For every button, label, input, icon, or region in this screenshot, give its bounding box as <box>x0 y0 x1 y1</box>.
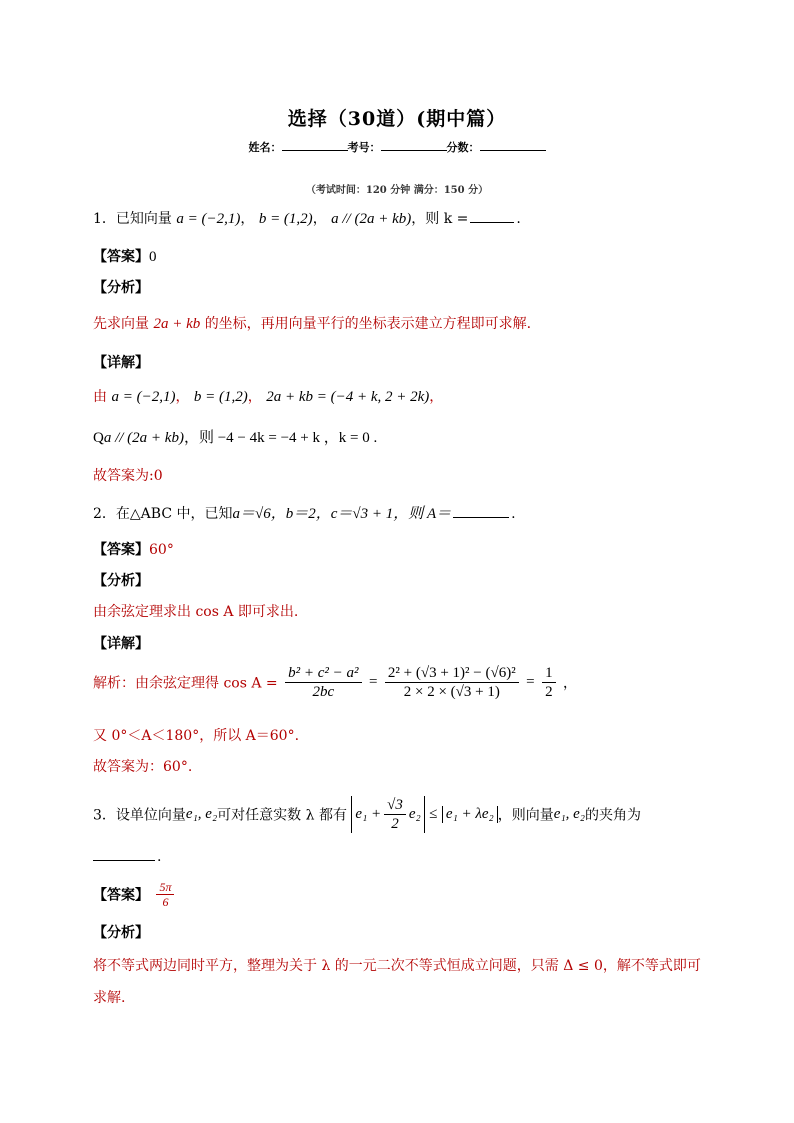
q2-frac2-den: 2 × 2 × (√3 + 1) <box>403 684 500 700</box>
q3-left-b: e₂ <box>408 805 421 822</box>
student-info-line <box>0 139 794 155</box>
q3-sqrt3-over-2 <box>384 796 406 833</box>
q1-detail-expr: 2a + kb = (−4 + k, 2 + 2k) <box>266 389 430 405</box>
q1-because-symbol: Q <box>93 430 104 446</box>
q1-vector-a: a = (−2,1) <box>176 211 241 227</box>
q2-conclusion: 故答案为：60°. <box>93 759 193 775</box>
q2-answer-blank <box>453 505 509 518</box>
time-note: （考试时间：120 分钟 满分：150 分） <box>305 185 489 196</box>
q1-detail-result: ，则 −4 − 4k = −4 + k ，k = 0 . <box>183 430 378 446</box>
q2-range: 又 0°＜A＜180°，所以 A＝60°. <box>93 728 300 744</box>
q3-answer-line <box>93 880 177 909</box>
q1-analysis-expr: 2a + kb <box>153 316 201 332</box>
q1-detail-b: b = (1,2) <box>193 389 248 405</box>
q3-left-a: e₁ + <box>355 805 382 822</box>
q1-detail-label-text: 【详解】 <box>93 355 149 371</box>
q1-analysis-prefix: 先求向量 <box>93 316 149 332</box>
q3-analysis-label <box>93 922 149 942</box>
q1-analysis-label-text: 【分析】 <box>93 280 149 296</box>
q3-analysis-line-1: 将不等式两边同时平方，整理为关于 λ 的一元二次不等式恒成立问题，只需 Δ ≤ 0，解不等式即可 <box>93 958 701 974</box>
q2-frac2-num: 2² + (√3 + 1)² − (√6)² <box>385 664 519 683</box>
q2-frac1-num: b² + c² − a² <box>285 664 361 683</box>
name-blank <box>282 140 348 151</box>
name-label: 姓名： <box>248 141 282 154</box>
q3-answer-label: 【答案】 <box>93 887 149 904</box>
q1-answer-blank <box>470 210 514 223</box>
q3-analysis-line-2: 求解. <box>93 990 126 1006</box>
q3-suffix-a: ，则向量 <box>497 807 554 824</box>
q2-frac3-num: 1 <box>542 664 556 683</box>
q1-answer-line <box>93 246 157 266</box>
q1-answer-value: 0 <box>149 249 157 265</box>
q3-answer-blank <box>93 848 155 861</box>
exam-no-blank <box>381 140 447 151</box>
q3-blank-line: . <box>93 848 161 865</box>
question-3-stem <box>93 796 641 833</box>
q3-answer-fraction <box>156 880 174 909</box>
q1-detail-line-1: 由 a = (−2,1)， b = (1,2)， 2a + kb = (−4 + k, 2 + 2k)， <box>93 389 444 405</box>
question-2-stem: 2．在△ABC 中，已知a＝√6，b＝2，c＝√3 + 1，则 A＝ . <box>93 506 516 522</box>
question-1-stem: 1．已知向量 a = (−2,1)， b = (1,2)， a // (2a + kb)，则 k = . <box>93 211 521 227</box>
q3-sqrt3: √3 <box>384 796 406 815</box>
q3-stem-mid: 可对任意实数 λ 都有 <box>217 807 347 824</box>
q2-fraction-3 <box>542 664 556 701</box>
q3-analysis-label-text: 【分析】 <box>93 925 149 941</box>
q2-analysis-label-text: 【分析】 <box>93 573 149 589</box>
q3-suffix-b: 的夹角为 <box>585 807 642 824</box>
q2-frac3-den: 2 <box>545 684 553 700</box>
q1-detail-a: a = (−2,1) <box>111 389 176 405</box>
q2-stem-prefix: 2．在△ABC 中，已知 <box>93 506 233 522</box>
q3-answer-den: 6 <box>162 895 169 909</box>
q2-detail-prefix: 解析：由余弦定理得 cos A = <box>93 675 278 692</box>
q2-fraction-1 <box>285 664 361 701</box>
q2-detail-formula: 解析：由余弦定理得 cos A = $\frac{\text{b² + c² − a²}}{2bc}$ = $\frac{\text{2² + (√3 + 1)² − (√6)²}}{2 \times 2 \times (√3 + 1)}$ = $\frac{1}{2}$ ， <box>93 665 578 700</box>
q2-detail-label <box>93 633 149 653</box>
page-title: 选择（30道）(期中篇） <box>287 108 507 130</box>
q1-analysis-label <box>93 277 149 297</box>
q3-answer-num: 5π <box>156 880 174 895</box>
q1-vector-b: b = (1,2) <box>258 211 313 227</box>
q3-vectors-2: e₁, e₂ <box>553 806 586 822</box>
score-label: 分数： <box>446 141 480 154</box>
q2-given: a＝√6，b＝2，c＝√3 + 1，则 A＝ <box>232 506 452 522</box>
q2-answer-value: 60° <box>149 542 174 558</box>
q3-le: ≤ <box>429 806 438 822</box>
q3-right-abs: e₁ + λe₂ <box>442 806 498 823</box>
q2-answer-label: 【答案】 <box>93 542 149 558</box>
exam-no-label: 考号： <box>347 141 381 154</box>
q1-conclusion: 故答案为:0 <box>93 468 163 484</box>
q1-answer-label: 【答案】 <box>93 249 149 265</box>
q1-detail-parallel: a // (2a + kb) <box>103 430 184 446</box>
q2-analysis-text: 由余弦定理求出 cos A 即可求出. <box>93 604 299 620</box>
q3-left-abs <box>351 796 424 833</box>
q2-answer-line <box>93 539 174 559</box>
q1-parallel-condition: a // (2a + kb) <box>331 211 412 227</box>
q3-vectors: e₁, e₂ <box>185 806 218 822</box>
q3-two: 2 <box>391 816 399 832</box>
q2-analysis-label <box>93 570 149 590</box>
q1-stem-prefix: 1．已知向量 <box>93 211 172 227</box>
q1-stem-suffix: ，则 k = <box>411 211 469 227</box>
q1-analysis-text <box>93 313 531 333</box>
q3-stem-prefix: 3．设单位向量 <box>93 807 186 824</box>
score-blank <box>480 140 546 151</box>
q1-analysis-suffix: 的坐标，再用向量平行的坐标表示建立方程即可求解. <box>204 316 532 332</box>
q2-fraction-2 <box>385 664 519 701</box>
q1-detail-line-2 <box>93 426 377 447</box>
q1-detail-label <box>93 352 149 372</box>
q2-frac1-den: 2bc <box>312 684 335 700</box>
q1-detail-prefix: 由 <box>93 389 107 405</box>
q2-detail-label-text: 【详解】 <box>93 636 149 652</box>
